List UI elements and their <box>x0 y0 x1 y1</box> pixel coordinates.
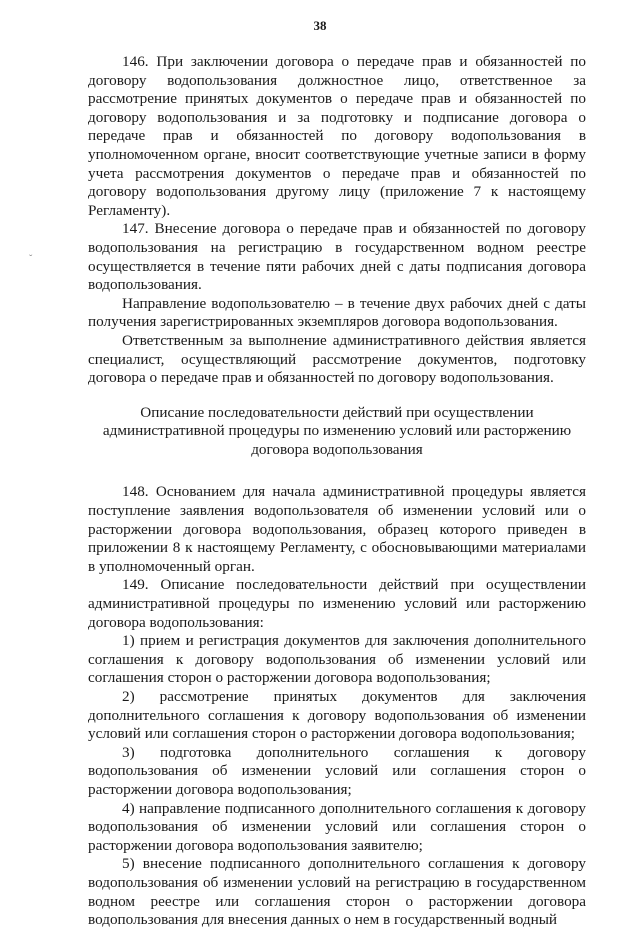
paragraph-147: 147. Внесение договора о передаче прав и обязанностей по договору водопользования на регистрацию в государственном водном реестре осуществляется в течение пяти рабочих дней с даты подписания договора водопользования. <box>88 220 586 294</box>
list-item-3: 3) подготовка дополнительного соглашения к договору водопользования об изменении условий или соглашения сторон о расторжении договора водопользования; <box>88 743 586 798</box>
section-heading <box>88 404 586 460</box>
list-item-1: 1) прием и регистрация документов для заключения дополнительного соглашения к договору водопользования об изменении условий или соглашения сторон о расторжении договора водопользования; <box>88 632 586 687</box>
list-item-4: 4) направление подписанного дополнительного соглашения к договору водопользования об изменении условий или соглашения сторон о расторжении договора водопользования заявителю; <box>88 799 586 854</box>
heading-line-1: Описание последовательности действий при осуществлении <box>140 403 534 421</box>
margin-mark: ˇ <box>29 254 33 265</box>
document-body <box>88 53 586 930</box>
heading-line-2: административной процедуры по изменению условий или расторжению <box>102 422 572 440</box>
paragraph-148: 148. Основанием для начала административной процедуры является поступление заявления водопользователя об изменении условий или о расторжении договора водопользования, образец которого приведен в приложении 8 к настоящему Регламенту, с обосновывающими материалами в уполномоченный орган. <box>88 483 586 575</box>
paragraph-sending-deadline: Направление водопользователю – в течение двух рабочих дней с даты получения зарегистрированных экземпляров договора водопользования. <box>88 294 586 331</box>
paragraph-responsible: Ответственным за выполнение административного действия является специалист, осуществляющий рассмотрение документов, подготовку договора о передаче прав и обязанностей по договору водопользования. <box>88 331 586 387</box>
list-item-2: 2) рассмотрение принятых документов для заключения дополнительного соглашения к договору водопользования об изменении условий или соглашения сторон о расторжении договора водопользования; <box>88 688 586 743</box>
list-item-5: 5) внесение подписанного дополнительного соглашения к договору водопользования об изменении условий на регистрацию в государственном водном реестре или соглашения сторон о расторжении договора водопользования для внесения данных о нем в государственный водный <box>88 855 586 929</box>
page-number: 38 <box>313 18 327 33</box>
heading-line-3: договора водопользования <box>251 440 423 458</box>
paragraph-149: 149. Описание последовательности действий при осуществлении административной процедуры по изменению условий или расторжению договора водопользования: <box>88 576 586 631</box>
paragraph-146: 146. При заключении договора о передаче прав и обязанностей по договору водопользования должностное лицо, ответственное за рассмотрение принятых документов о передаче прав и обязанностей по договору водопользования и за подготовку и подписание договора о передаче прав и обязанностей по договору водопользования в уполномоченном органе, вносит соответствующие учетные записи в форму учета рассмотрения документов о передаче прав и обязанностей по договору водопользования другому лицу (приложение 7 к настоящему Регламенту). <box>88 53 586 219</box>
